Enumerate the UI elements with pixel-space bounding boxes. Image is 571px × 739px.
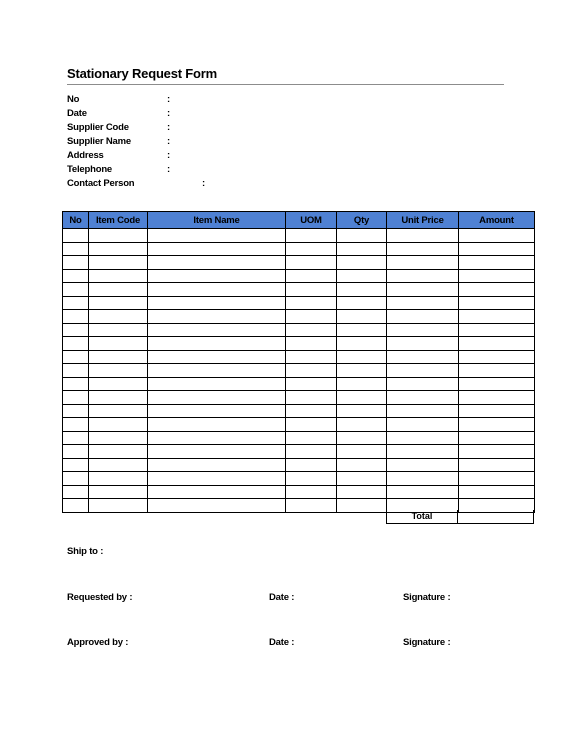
cell-no[interactable] [63,350,89,364]
cell-no[interactable] [63,269,89,283]
field-colon-supplier-name: : [167,136,171,147]
ship-to-label: Ship to : [67,546,104,557]
table-row [63,256,535,270]
cell-item-code[interactable] [89,418,148,432]
cell-item-code[interactable] [89,350,148,364]
table-row [63,458,535,472]
table-row [63,404,535,418]
cell-item-name[interactable] [148,499,286,513]
cell-item-name[interactable] [148,364,286,378]
field-label-supplier-code: Supplier Code [67,122,129,133]
cell-qty[interactable] [337,296,387,310]
cell-no[interactable] [63,485,89,499]
cell-qty[interactable] [337,229,387,243]
cell-item-name[interactable] [148,242,286,256]
cell-item-name[interactable] [148,445,286,459]
cell-uom[interactable] [286,256,337,270]
cell-item-code[interactable] [89,256,148,270]
cell-uom[interactable] [286,283,337,297]
cell-uom[interactable] [286,458,337,472]
cell-amount[interactable] [459,229,535,243]
cell-qty[interactable] [337,404,387,418]
cell-no[interactable] [63,431,89,445]
cell-item-name[interactable] [148,431,286,445]
cell-unit-price[interactable] [387,296,459,310]
items-table [62,211,535,513]
requested-date-label: Date : [269,592,295,603]
cell-amount[interactable] [459,472,535,486]
header-item-name: Item Name [148,212,286,229]
cell-uom[interactable] [286,499,337,513]
cell-amount[interactable] [459,445,535,459]
cell-unit-price[interactable] [387,283,459,297]
field-colon-address: : [167,150,171,161]
cell-item-name[interactable] [148,283,286,297]
cell-qty[interactable] [337,337,387,351]
cell-uom[interactable] [286,242,337,256]
table-row [63,364,535,378]
table-row [63,229,535,243]
table-row [63,283,535,297]
total-value-cell[interactable] [458,510,534,524]
cell-item-code[interactable] [89,499,148,513]
cell-uom[interactable] [286,445,337,459]
cell-item-code[interactable] [89,485,148,499]
table-row [63,242,535,256]
table-row [63,485,535,499]
cell-item-name[interactable] [148,296,286,310]
cell-item-name[interactable] [148,391,286,405]
header-no: No [63,212,89,229]
cell-unit-price[interactable] [387,350,459,364]
field-colon-no: : [167,94,171,105]
cell-amount[interactable] [459,485,535,499]
cell-item-name[interactable] [148,310,286,324]
cell-qty[interactable] [337,242,387,256]
header-qty: Qty [337,212,387,229]
cell-item-name[interactable] [148,472,286,486]
cell-amount[interactable] [459,377,535,391]
cell-qty[interactable] [337,445,387,459]
cell-qty[interactable] [337,458,387,472]
table-row [63,337,535,351]
cell-item-code[interactable] [89,472,148,486]
field-colon-supplier-code: : [167,122,171,133]
cell-item-code[interactable] [89,458,148,472]
field-label-telephone: Telephone [67,164,112,175]
field-colon-date: : [167,108,171,119]
cell-amount[interactable] [459,391,535,405]
items-table-body [63,229,535,513]
cell-uom[interactable] [286,377,337,391]
cell-unit-price[interactable] [387,418,459,432]
total-label: Total [386,510,458,524]
cell-amount[interactable] [459,310,535,324]
cell-item-name[interactable] [148,323,286,337]
cell-qty[interactable] [337,499,387,513]
cell-unit-price[interactable] [387,391,459,405]
cell-qty[interactable] [337,323,387,337]
cell-item-code[interactable] [89,296,148,310]
cell-qty[interactable] [337,256,387,270]
cell-item-code[interactable] [89,323,148,337]
cell-qty[interactable] [337,485,387,499]
cell-no[interactable] [63,242,89,256]
cell-qty[interactable] [337,283,387,297]
cell-item-code[interactable] [89,337,148,351]
cell-item-code[interactable] [89,445,148,459]
cell-uom[interactable] [286,364,337,378]
cell-unit-price[interactable] [387,242,459,256]
cell-uom[interactable] [286,350,337,364]
cell-amount[interactable] [459,458,535,472]
cell-unit-price[interactable] [387,431,459,445]
cell-no[interactable] [63,391,89,405]
table-row [63,350,535,364]
table-row [63,391,535,405]
field-label-date: Date [67,108,87,119]
header-unit-price: Unit Price [387,212,459,229]
field-label-address: Address [67,150,104,161]
cell-qty[interactable] [337,310,387,324]
cell-no[interactable] [63,404,89,418]
cell-uom[interactable] [286,485,337,499]
cell-unit-price[interactable] [387,485,459,499]
cell-uom[interactable] [286,323,337,337]
cell-no[interactable] [63,445,89,459]
field-colon-telephone: : [167,164,171,175]
cell-uom[interactable] [286,269,337,283]
cell-item-name[interactable] [148,418,286,432]
table-row [63,431,535,445]
field-label-no: No [67,94,80,105]
cell-amount[interactable] [459,350,535,364]
cell-no[interactable] [63,458,89,472]
form-title: Stationary Request Form [67,66,217,81]
cell-qty[interactable] [337,391,387,405]
cell-unit-price[interactable] [387,229,459,243]
approved-date-label: Date : [269,637,295,648]
cell-item-code[interactable] [89,242,148,256]
cell-item-code[interactable] [89,404,148,418]
cell-amount[interactable] [459,269,535,283]
cell-unit-price[interactable] [387,404,459,418]
header-item-code: Item Code [89,212,148,229]
cell-unit-price[interactable] [387,310,459,324]
cell-uom[interactable] [286,431,337,445]
cell-no[interactable] [63,364,89,378]
cell-qty[interactable] [337,377,387,391]
cell-unit-price[interactable] [387,323,459,337]
table-row [63,377,535,391]
cell-no[interactable] [63,310,89,324]
cell-item-code[interactable] [89,283,148,297]
cell-no[interactable] [63,472,89,486]
cell-item-name[interactable] [148,337,286,351]
cell-item-name[interactable] [148,269,286,283]
approved-signature-label: Signature : [403,637,451,648]
cell-unit-price[interactable] [387,377,459,391]
cell-item-name[interactable] [148,377,286,391]
cell-uom[interactable] [286,418,337,432]
cell-qty[interactable] [337,431,387,445]
table-row [63,269,535,283]
cell-uom[interactable] [286,391,337,405]
cell-no[interactable] [63,296,89,310]
cell-unit-price[interactable] [387,445,459,459]
table-row [63,418,535,432]
requested-by-label: Requested by : [67,592,133,603]
cell-item-code[interactable] [89,391,148,405]
cell-qty[interactable] [337,418,387,432]
cell-qty[interactable] [337,350,387,364]
field-label-supplier-name: Supplier Name [67,136,131,147]
cell-uom[interactable] [286,472,337,486]
cell-amount[interactable] [459,364,535,378]
cell-no[interactable] [63,377,89,391]
cell-item-code[interactable] [89,310,148,324]
requested-signature-label: Signature : [403,592,451,603]
cell-amount[interactable] [459,404,535,418]
table-row [63,296,535,310]
cell-uom[interactable] [286,310,337,324]
cell-item-code[interactable] [89,269,148,283]
cell-qty[interactable] [337,364,387,378]
cell-qty[interactable] [337,269,387,283]
cell-uom[interactable] [286,296,337,310]
table-row [63,310,535,324]
cell-amount[interactable] [459,242,535,256]
cell-uom[interactable] [286,229,337,243]
total-row [386,510,534,524]
cell-item-name[interactable] [148,404,286,418]
field-label-contact-person: Contact Person [67,178,135,189]
cell-no[interactable] [63,499,89,513]
cell-uom[interactable] [286,404,337,418]
cell-unit-price[interactable] [387,458,459,472]
cell-item-code[interactable] [89,364,148,378]
title-divider [67,84,504,85]
table-row [63,445,535,459]
cell-amount[interactable] [459,323,535,337]
table-row [63,472,535,486]
cell-amount[interactable] [459,337,535,351]
cell-item-name[interactable] [148,350,286,364]
cell-item-code[interactable] [89,229,148,243]
cell-item-name[interactable] [148,256,286,270]
cell-no[interactable] [63,323,89,337]
cell-item-name[interactable] [148,458,286,472]
cell-amount[interactable] [459,296,535,310]
cell-unit-price[interactable] [387,269,459,283]
header-uom: UOM [286,212,337,229]
cell-no[interactable] [63,418,89,432]
header-amount: Amount [459,212,535,229]
approved-by-label: Approved by : [67,637,129,648]
cell-amount[interactable] [459,418,535,432]
cell-qty[interactable] [337,472,387,486]
cell-item-code[interactable] [89,377,148,391]
cell-no[interactable] [63,283,89,297]
cell-uom[interactable] [286,337,337,351]
cell-amount[interactable] [459,431,535,445]
cell-unit-price[interactable] [387,337,459,351]
table-row [63,323,535,337]
cell-amount[interactable] [459,283,535,297]
cell-item-code[interactable] [89,431,148,445]
cell-item-name[interactable] [148,485,286,499]
cell-item-name[interactable] [148,229,286,243]
cell-no[interactable] [63,337,89,351]
cell-amount[interactable] [459,256,535,270]
cell-unit-price[interactable] [387,364,459,378]
field-colon-contact-person: : [202,178,206,189]
cell-unit-price[interactable] [387,256,459,270]
cell-unit-price[interactable] [387,472,459,486]
table-header-row [63,212,535,229]
cell-no[interactable] [63,229,89,243]
cell-no[interactable] [63,256,89,270]
